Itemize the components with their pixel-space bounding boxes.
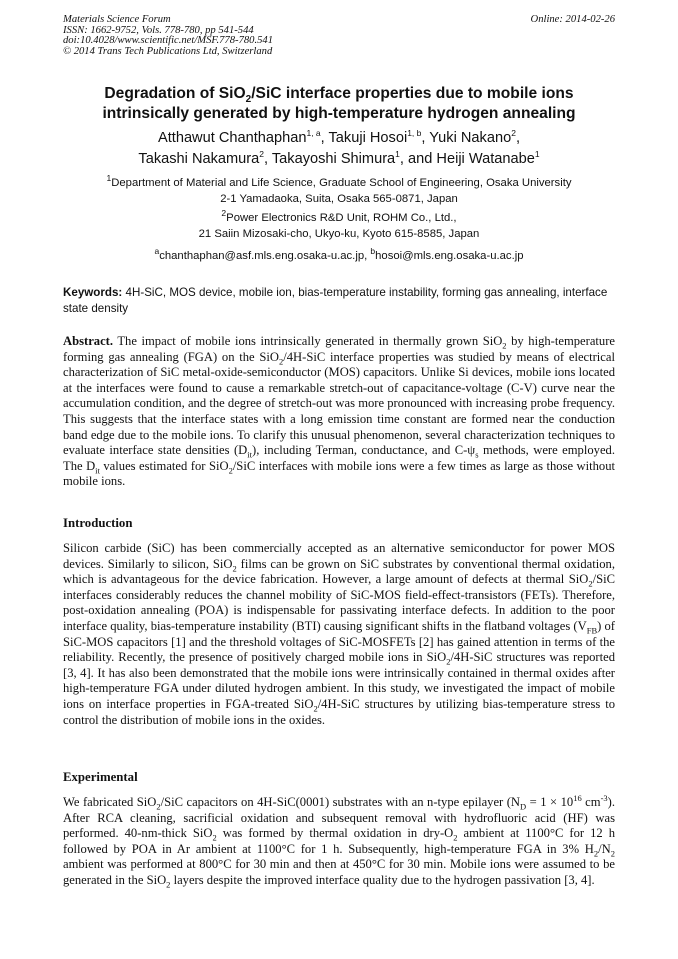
exp-text: ambient at 1100°C for 12 h followed by POA in Ar ambient at 1100°C for 1 h. Subsequently, high-temperature FGA in 3% H xyxy=(63,826,615,856)
abstract-label: Abstract. xyxy=(63,334,114,348)
author-name: Yuki Nakano xyxy=(429,130,512,146)
exp-sub: 2 xyxy=(593,848,599,859)
abstract-sub: 2 xyxy=(502,340,507,351)
affiliation-marker: 2 xyxy=(221,208,227,219)
author-name: Takuji Hosoi xyxy=(328,130,408,146)
intro-sub: 2 xyxy=(446,656,451,667)
author-affil: 1, b xyxy=(407,128,422,139)
exp-sub: 2 xyxy=(166,879,171,890)
author-list xyxy=(40,128,638,170)
copyright: © 2014 Trans Tech Publications Ltd, Switzerland xyxy=(63,45,273,57)
abstract-sub: 2 xyxy=(228,465,233,476)
exp-text: /SiC capacitors on 4H-SiC(0001) substrates with an n-type epilayer (N xyxy=(160,795,521,809)
author-line-1: Atthawut Chanthaphan$^{1, a}$, Takuji Hosoi$^{1, b}$, Yuki Nakano$^2$, xyxy=(157,128,520,146)
author-affil: 1 xyxy=(534,149,540,160)
email-marker: b xyxy=(370,246,376,257)
intro-text: /SiC interfaces considerably reduces the channel mobility of SiC-MOS field-effect-transistors (FETs). Therefore, post-oxidation annealing (POA) is indispensable for passivating interface defects. In addition to the poor interface quality, bias-temperature instability (BTI) causing significant shifts in the flatband voltages (V xyxy=(63,572,615,633)
exp-text: was formed by thermal oxidation in dry-O xyxy=(216,826,454,841)
author-affil: 2 xyxy=(511,128,516,139)
experimental-paragraph xyxy=(63,792,615,890)
author-affil: 1 xyxy=(395,149,400,160)
doi: doi:10.4028/www.scientific.net/MSF.778-780.541 xyxy=(63,35,273,47)
exp-sub: 2 xyxy=(453,832,458,843)
exp-sup: -3 xyxy=(600,792,608,803)
affiliation-2-line-1 xyxy=(40,208,638,227)
abstract-text: methods, were employed. The D xyxy=(63,443,615,473)
title-sub: 2 xyxy=(245,94,252,106)
intro-sub: 2 xyxy=(232,563,237,574)
keywords-label: Keywords: xyxy=(63,286,123,299)
abstract-text: /4H-SiC interface properties was studied by means of electrical characterization of SiC metal-oxide-semiconductor (MOS) capacitors. Unlike Si devices, mobile ions located at the interfaces were found to cause a remarkable stretch-out of capacitance-voltage (C-V) curve near the accumulation condition, and the degree of stretch-out was more pronounced with increasing probe frequency. This suggests that the interface states with a long emission time constant are formed near the conduction band edge due to the mobile ions. To clarify this unusual phenomenon, several characterization techniques to evaluate interface state densities (D xyxy=(63,349,615,458)
keywords xyxy=(63,285,615,317)
author-name: Takashi Nakamura xyxy=(138,151,260,167)
exp-text: = 1 × 10 xyxy=(526,795,574,809)
title-text: /SiC interface properties due to mobile ions xyxy=(251,85,574,102)
exp-sub: 2 xyxy=(212,832,217,843)
exp-sub: 2 xyxy=(610,848,615,859)
keywords-text: 4H-SiC, MOS device, mobile ion, bias-temperature instability, forming gas annealing, interface state density xyxy=(63,286,608,315)
intro-text: Silicon carbide (SiC) has been commercially accepted as an alternative semiconductor for power MOS devices. Similarly to silicon, SiO xyxy=(63,541,615,571)
title-line-1 xyxy=(40,84,638,104)
author-line-2: Takashi Nakamura$^2$, Takayoshi Shimura$^1$, and Heiji Watanabe$^1$ xyxy=(138,149,540,167)
exp-text: We fabricated SiO xyxy=(63,795,157,809)
email-marker: a xyxy=(154,246,160,257)
exp-text: cm xyxy=(581,795,601,809)
affiliation-2-line-2: 21 Saiin Mizosaki-cho, Ukyo-ku, Kyoto 615-8585, Japan xyxy=(198,227,480,240)
affiliation-1 xyxy=(40,173,638,207)
exp-text: layers despite the improved interface quality due to the hydrogen passivation [3, 4]. xyxy=(170,872,595,887)
intro-text: /4H-SiC structures was reported [3, 4]. It has also been demonstrated that the mobile ions were intrinsically contained in thermal oxides after high-temperature FGA under diluted hydrogen ambient. In this study, we investigated the impact of mobile ions on interface properties in FGA-treated SiO xyxy=(63,650,615,711)
abstract-text: /SiC interfaces with mobile ions were a few times as large as those without mobile ions. xyxy=(63,458,616,489)
intro-text: /4H-SiC structures by utilizing bias-temperature stress to control the distribution of mobile ions in the oxides. xyxy=(63,696,615,727)
abstract-sub: s xyxy=(475,449,479,460)
author-affil: 2 xyxy=(259,149,265,160)
email-link[interactable]: hosoi@mls.eng.osaka-u.ac.jp xyxy=(375,250,524,262)
affiliation-text: Power Electronics R&D Unit, ROHM Co., Ltd., xyxy=(226,212,457,224)
affiliation-2 xyxy=(40,208,638,242)
abstract-text: values estimated for SiO xyxy=(99,458,229,473)
section-heading-experimental: Experimental xyxy=(63,770,138,784)
introduction-paragraph xyxy=(63,541,615,728)
exp-text: ambient was performed at 800°C for 30 min and then at 450°C for 30 min. Mobile ions were assumed to be generated in the SiO xyxy=(63,857,615,887)
title-line-2: intrinsically generated by high-temperature hydrogen annealing xyxy=(102,105,576,122)
author-name: and Heiji Watanabe xyxy=(408,151,535,167)
abstract-sub: it xyxy=(95,465,100,476)
intro-sub: FB xyxy=(586,625,598,636)
exp-text: /N xyxy=(598,841,611,856)
paper-title xyxy=(40,84,638,124)
affiliation-1-line-1 xyxy=(40,173,638,192)
exp-sub: D xyxy=(520,801,527,812)
affiliation-marker: 1 xyxy=(106,173,112,184)
journal-header xyxy=(63,15,615,57)
author-name: Takayoshi Shimura xyxy=(271,151,396,167)
section-heading-introduction: Introduction xyxy=(63,516,133,530)
abstract-sub: 2 xyxy=(278,356,284,367)
title-text: Degradation of SiO xyxy=(104,85,246,102)
affiliation-text: Department of Material and Life Science, Graduate School of Engineering, Osaka University xyxy=(111,177,572,189)
exp-text: ). After RCA cleaning, sacrificial oxidation and subsequent removal with hydrofluoric acid (HF) was performed. 40-nm-thick SiO xyxy=(63,795,615,841)
issn: ISSN: 1662-9752, Vols. 778-780, pp 541-544 xyxy=(63,24,254,36)
online-date: Online: 2014-02-26 xyxy=(530,14,615,25)
author-name: Atthawut Chanthaphan xyxy=(157,130,307,146)
exp-sub: 2 xyxy=(156,801,161,812)
email-line xyxy=(40,246,638,265)
abstract xyxy=(63,334,615,490)
affiliation-1-line-2: 2-1 Yamadaoka, Suita, Osaka 565-0871, Japan xyxy=(220,192,458,205)
exp-sup: 16 xyxy=(573,792,582,803)
abstract-sub: it xyxy=(247,449,253,460)
email-link[interactable]: chanthaphan@asf.mls.eng.osaka-u.ac.jp, xyxy=(159,250,368,262)
abstract-text: The impact of mobile ions intrinsically generated in thermally grown SiO xyxy=(117,334,503,348)
intro-text: ) of SiC-MOS capacitors [1] and the threshold voltages of SiC-MOSFETs [2] has gained attention in terms of the reliability. Recently, the presence of positively charged mobile ions in SiO xyxy=(63,618,615,665)
abstract-text: by high-temperature forming gas annealing (FGA) on the SiO xyxy=(63,334,615,364)
intro-sub: 2 xyxy=(313,703,318,714)
author-affil: 1, a xyxy=(306,128,321,139)
abstract-text: ), including Terman, conductance, and C-ψ xyxy=(252,443,476,458)
journal-name: Materials Science Forum xyxy=(63,14,171,25)
intro-text: films can be grown on SiC substrates by conventional thermal oxidation, which is advantageous for the device fabrication. However, a large amount of defects at thermal SiO xyxy=(63,556,615,587)
intro-sub: 2 xyxy=(588,578,593,589)
